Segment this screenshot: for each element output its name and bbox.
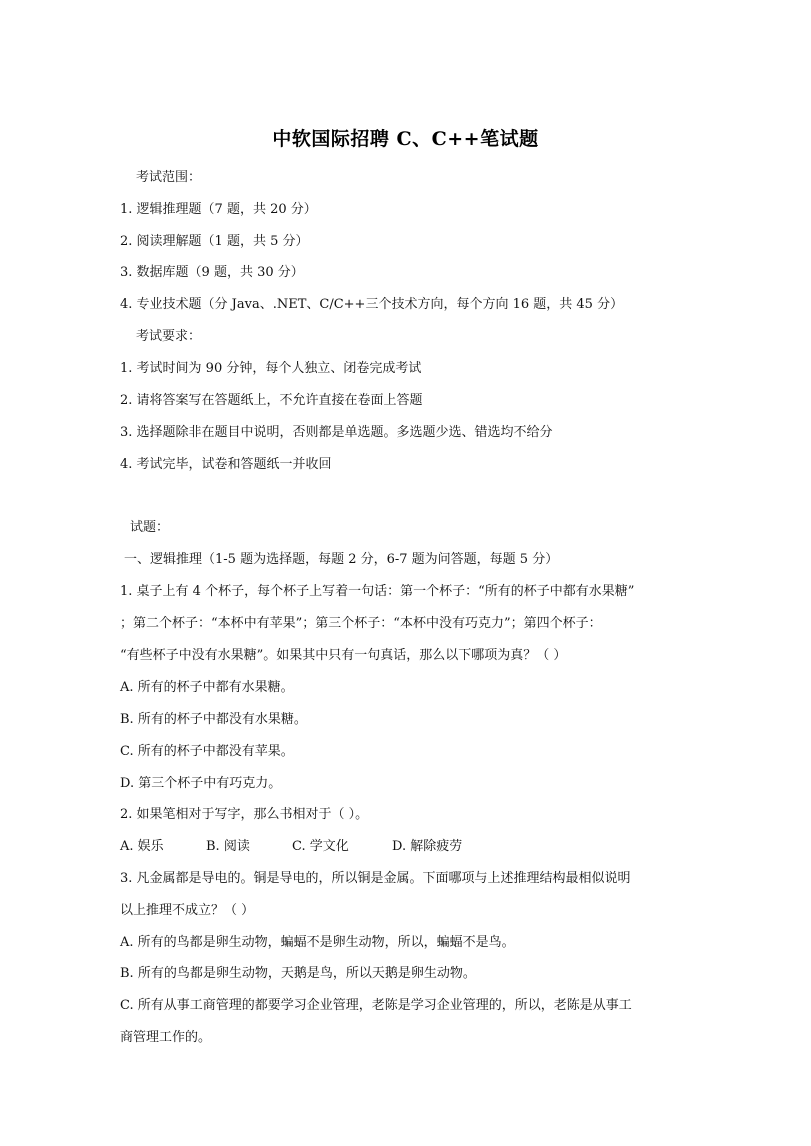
exam-scope-item: 1. 逻辑推理题（7 题，共 20 分） <box>120 202 317 217</box>
exam-scope-item: 4. 专业技术题（分 Java、.NET、C/C++三个技术方向，每个方向 16 题，共 45 分） <box>120 297 624 312</box>
questions-heading: 试题： <box>130 520 170 535</box>
question-text: 3. 凡金属都是导电的。铜是导电的，所以铜是金属。下面哪项与上述推理结构最相似说明 <box>120 871 631 886</box>
exam-req-item: 4. 考试完毕，试卷和答题纸一并收回 <box>120 457 332 472</box>
question-text: 1. 桌子上有 4 个杯子，每个杯子上写着一句话：第一个杯子：“所有的杯子中都有水果糖” <box>120 584 635 599</box>
answer-option: B. 所有的鸟都是卵生动物，天鹅是鸟，所以天鹅是卵生动物。 <box>120 966 476 981</box>
question-text: “有些杯子中没有水果糖”。如果其中只有一句真话，那么以下哪项为真？（ ） <box>120 648 567 663</box>
section-heading: 一、逻辑推理（1-5 题为选择题，每题 2 分，6-7 题为问答题，每题 5 分） <box>124 552 559 567</box>
question-text: ；第二个杯子：“本杯中有苹果”；第三个杯子：“本杯中没有巧克力”；第四个杯子： <box>120 616 602 631</box>
exam-req-heading: 考试要求： <box>136 329 202 344</box>
exam-scope-item: 2. 阅读理解题（1 题，共 5 分） <box>120 234 309 249</box>
answer-option: A. 所有的杯子中都有水果糖。 <box>120 680 294 695</box>
exam-scope-heading: 考试范围： <box>136 170 202 185</box>
answer-option: D. 第三个杯子中有巧克力。 <box>120 776 282 791</box>
question-text: 2. 如果笔相对于写字，那么书相对于（ ）。 <box>120 807 369 822</box>
answer-option: A. 娱乐 <box>120 839 164 854</box>
answer-option: B. 阅读 <box>206 839 250 854</box>
exam-scope-item: 3. 数据库题（9 题，共 30 分） <box>120 265 304 280</box>
document-title: 中软国际招聘 C、C++笔试题 <box>272 128 539 150</box>
answer-option: D. 解除疲劳 <box>392 839 463 854</box>
exam-req-item: 2. 请将答案写在答题纸上，不允许直接在卷面上答题 <box>120 393 423 408</box>
question-text: 以上推理不成立？（ ） <box>120 903 255 918</box>
answer-option: B. 所有的杯子中都没有水果糖。 <box>120 712 307 727</box>
answer-option: A. 所有的鸟都是卵生动物，蝙蝠不是卵生动物，所以，蝙蝠不是鸟。 <box>120 935 515 950</box>
exam-req-item: 3. 选择题除非在题目中说明，否则都是单选题。多选题少选、错选均不给分 <box>120 425 553 440</box>
answer-option: C. 所有从事工商管理的都要学习企业管理，老陈是学习企业管理的，所以，老陈是从事工 <box>120 998 632 1013</box>
answer-option: C. 所有的杯子中都没有苹果。 <box>120 744 294 759</box>
exam-req-item: 1. 考试时间为 90 分钟，每个人独立、闭卷完成考试 <box>120 361 422 376</box>
answer-option: 商管理工作的。 <box>120 1030 212 1045</box>
answer-option: C. 学文化 <box>292 839 349 854</box>
